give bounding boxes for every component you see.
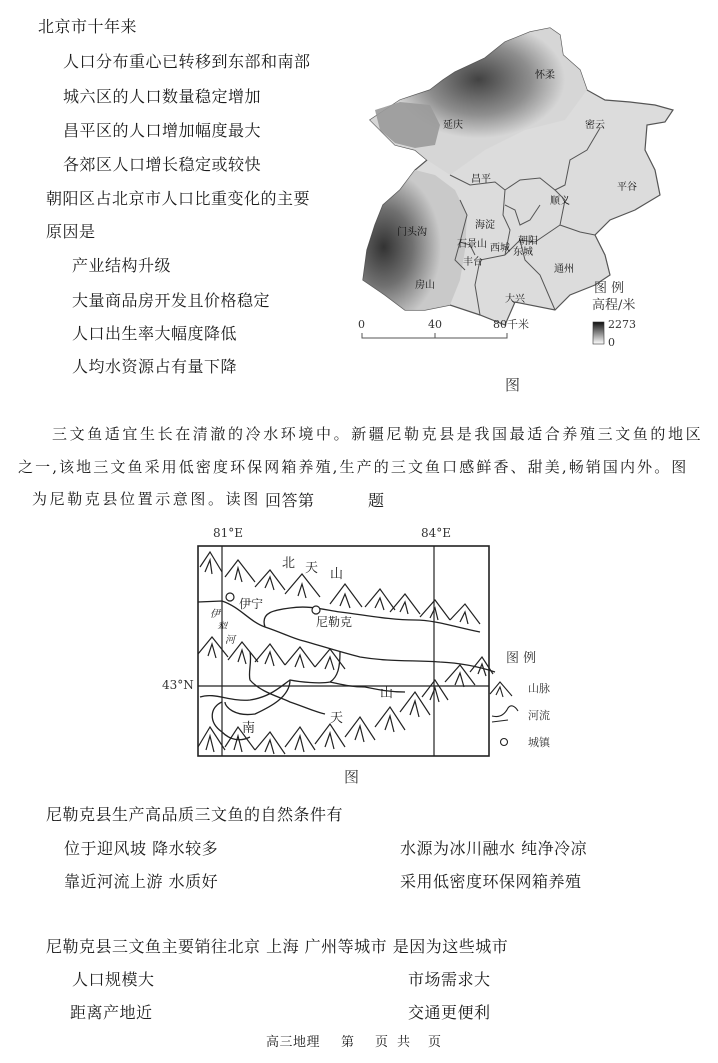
district-label: 西城 xyxy=(490,243,510,254)
beijing-map xyxy=(355,10,695,400)
footer-ye2: 页 xyxy=(428,1035,442,1050)
q3-option: 水源为冰川融水 纯净冷凉 xyxy=(400,839,588,858)
district-label: 东城 xyxy=(513,247,533,258)
q1-option: 昌平区的人口增加幅度最大 xyxy=(63,121,262,140)
passage-line3-question: 题 xyxy=(368,491,385,510)
beijing-map-figure xyxy=(355,10,695,400)
q1-option: 城六区的人口数量稳定增加 xyxy=(63,87,262,106)
q3-option: 采用低密度环保网箱养殖 xyxy=(400,872,582,891)
passage-line3-answer: 回答第 xyxy=(265,491,315,510)
q4-option: 市场需求大 xyxy=(408,970,491,989)
district-label: 丰台 xyxy=(463,257,483,268)
q1-option: 人口分布重心已转移到东部和南部 xyxy=(63,52,311,71)
q2-stem-line1: 朝阳区占北京市人口比重变化的主要 xyxy=(46,189,311,208)
passage-line2: 之一,该地三文鱼采用低密度环保网箱养殖,生产的三文鱼口感鲜香、甜美,畅销国内外。图 xyxy=(18,458,689,476)
district-label: 平谷 xyxy=(617,182,637,193)
town-nileke-marker xyxy=(312,606,320,614)
scale-tick: 80千米 xyxy=(493,318,529,331)
district-label: 怀柔 xyxy=(535,70,555,81)
legend-title: 图 例 xyxy=(506,651,537,666)
legend-title: 图 例 xyxy=(594,281,625,296)
footer-di: 第 xyxy=(341,1035,355,1050)
mountain-label: 天 xyxy=(330,711,344,726)
district-label: 昌平 xyxy=(471,174,491,185)
town-label-yining: 伊宁 xyxy=(239,597,264,611)
figure-caption: 图 xyxy=(344,768,360,786)
river-label: 河 xyxy=(225,635,235,646)
scale-bar xyxy=(362,333,507,338)
figure-caption: 图 xyxy=(505,376,521,394)
mountain-label: 北 xyxy=(282,556,296,571)
town-label-nileke: 尼勒克 xyxy=(316,615,353,629)
district-label: 石景山 xyxy=(457,239,487,250)
scale-tick: 40 xyxy=(428,318,442,331)
q2-option: 产业结构升级 xyxy=(72,256,172,275)
district-label: 房山 xyxy=(415,280,435,291)
legend-label: 城镇 xyxy=(528,736,550,749)
q1-option: 各郊区人口增长稳定或较快 xyxy=(63,155,262,174)
mountain-label: 山 xyxy=(330,567,344,582)
passage-line3: 为尼勒克县位置示意图。读图 xyxy=(32,490,261,508)
mountain-label: 南 xyxy=(242,721,256,736)
district-label: 顺义 xyxy=(550,196,570,207)
nileke-location-map xyxy=(150,522,570,792)
q4-option: 交通更便利 xyxy=(408,1003,491,1022)
passage-line1: 三文鱼适宜生长在清澈的冷水环境中。新疆尼勒克县是我国最适合养殖三文鱼的地区 xyxy=(52,425,704,443)
district-label: 大兴 xyxy=(505,294,525,305)
footer-ye: 页 xyxy=(375,1035,389,1050)
district-label: 密云 xyxy=(585,120,605,131)
q3-stem: 尼勒克县生产高品质三文鱼的自然条件有 xyxy=(46,805,344,824)
nileke-map-figure xyxy=(150,522,570,792)
q4-option: 人口规模大 xyxy=(72,970,155,989)
longitude-label: 81°E xyxy=(213,526,244,540)
elevation-gradient-bar xyxy=(593,322,604,344)
latitude-label: 43°N xyxy=(162,678,194,692)
footer-gong: 共 xyxy=(397,1035,411,1050)
legend-river-icon xyxy=(492,706,518,722)
q1-stem: 北京市十年来 xyxy=(38,17,138,36)
town-yining-marker xyxy=(226,593,234,601)
district-label: 海淀 xyxy=(475,220,495,231)
q2-option: 人口出生率大幅度降低 xyxy=(72,324,238,343)
footer-subject: 高三地理 xyxy=(266,1035,321,1050)
district-label: 门头沟 xyxy=(397,227,427,238)
q3-option: 位于迎风坡 降水较多 xyxy=(64,839,219,858)
q4-option: 距离产地近 xyxy=(70,1003,153,1022)
q4-stem: 尼勒克县三文鱼主要销往北京 上海 广州等城市 是因为这些城市 xyxy=(46,937,509,956)
river-label: 犁 xyxy=(217,622,227,633)
mountain-label: 山 xyxy=(380,686,394,701)
q2-stem-line2: 原因是 xyxy=(46,222,96,241)
district-label: 延庆 xyxy=(443,120,463,131)
legend-label: 山脉 xyxy=(528,682,550,695)
scale-tick: 0 xyxy=(358,318,365,331)
elevation-max: 2273 xyxy=(608,318,636,331)
legend-label: 河流 xyxy=(528,709,550,722)
longitude-label: 84°E xyxy=(421,526,452,540)
mountain-label: 天 xyxy=(305,561,319,576)
legend-town-icon xyxy=(501,739,508,746)
district-label: 朝阳 xyxy=(518,236,538,247)
legend-subtitle: 高程/米 xyxy=(592,298,636,313)
q2-option: 大量商品房开发且价格稳定 xyxy=(72,291,271,310)
q3-option: 靠近河流上游 水质好 xyxy=(64,872,219,891)
river-label: 伊 xyxy=(210,609,220,620)
elevation-min: 0 xyxy=(608,336,615,349)
district-label: 通州 xyxy=(554,264,574,275)
q2-option: 人均水资源占有量下降 xyxy=(72,357,238,376)
legend-mountain-icon xyxy=(490,682,512,697)
